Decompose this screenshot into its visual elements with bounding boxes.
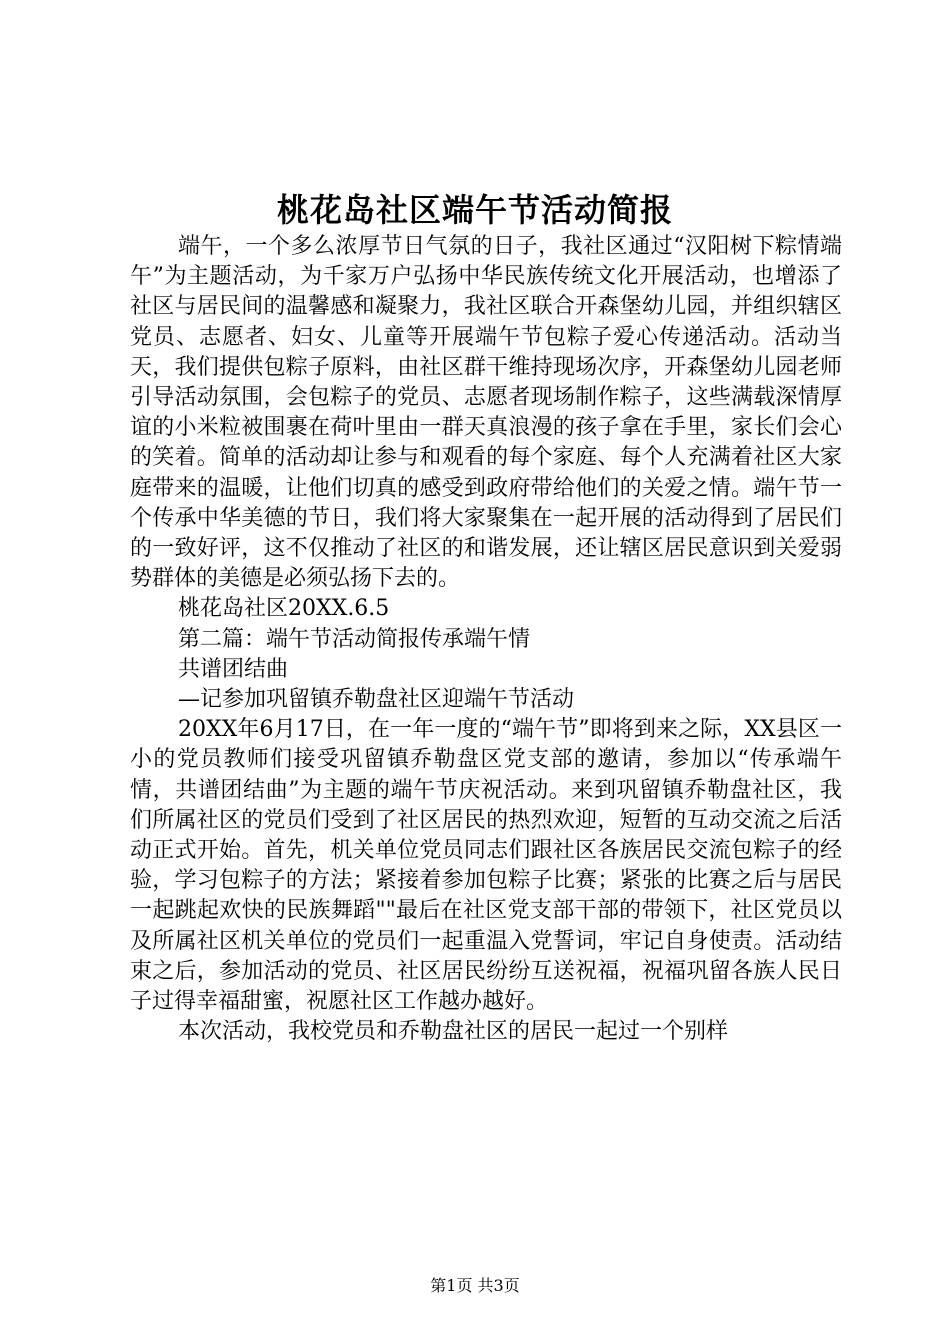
page-footer: 第1页 共3页 [430, 1276, 520, 1295]
paragraph-intro: 端午，一个多么浓厚节日气氛的日子，我社区通过“汉阳树下粽情端午”为主题活动，为千家万户弘扬中华民族传统文化开展活动，也增添了社区与居民间的温馨感和凝聚力，我社区联合开森堡幼儿园，并组织辖区党员、志愿者、妇女、儿童等开展端午节包粽子爱心传递活动。活动当天，我们提供包粽子原料，由社区群干维持现场次序，开森堡幼儿园老师引导活动氛围，会包粽子的党员、志愿者现场制作粽子，这些满载深情厚谊的小米粒被围裹在荷叶里由一群天真浪漫的孩子拿在手里，家长们会心的笑着。简单的活动却让参与和观看的每个家庭、每个人充满着社区大家庭带来的温暖，让他们切真的感受到政府带给他们的关爱之情。端午节一个传承中华美德的节日，我们将大家聚集在一起开展的活动得到了居民们的一致好评，这不仅推动了社区的和谐发展，还让辖区居民意识到关爱弱势群体的美德是必须弘扬下去的。 [130, 234, 842, 592]
document-body [130, 232, 842, 1047]
paragraph-closing: 本次活动，我校党员和乔勒盘社区的居民一起过一个别样 [178, 1019, 729, 1045]
paragraph-signature: 桃花岛社区20XX.6.5 [178, 596, 390, 622]
paragraph-section-heading-cont: 共谱团结曲 [178, 656, 289, 682]
paragraph-subtitle: —记参加巩留镇乔勒盘社区迎端午节活动 [178, 687, 575, 713]
paragraph-event-report: 20XX年6月17日，在一年一度的“端午节”即将到来之际，XX县区一小的党员教师们接受巩留镇乔勒盘区党支部的邀请，参加以“传承端午情，共谱团结曲”为主题的端午节庆祝活动。来到巩留镇乔勒盘社区，我们所属社区的党员们受到了社区居民的热烈欢迎，短暂的互动交流之后活动正式开始。首先，机关单位党员同志们跟社区各族居民交流包粽子的经验，学习包粽子的方法；紧接着参加包粽子比赛；紧张的比赛之后与居民一起跳起欢快的民族舞蹈""最后在社区党支部干部的带领下，社区党员以及所属社区机关单位的党员们一起重温入党誓词，牢记自身使责。活动结束之后，参加活动的党员、社区居民纷纷互送祝福，祝福巩留各族人民日子过得幸福甜蜜，祝愿社区工作越办越好。 [130, 717, 842, 1015]
paragraph-section-heading: 第二篇：端午节活动简报传承端午情 [178, 626, 531, 652]
document-title: 桃花岛社区端午节活动简报 [276, 191, 673, 229]
